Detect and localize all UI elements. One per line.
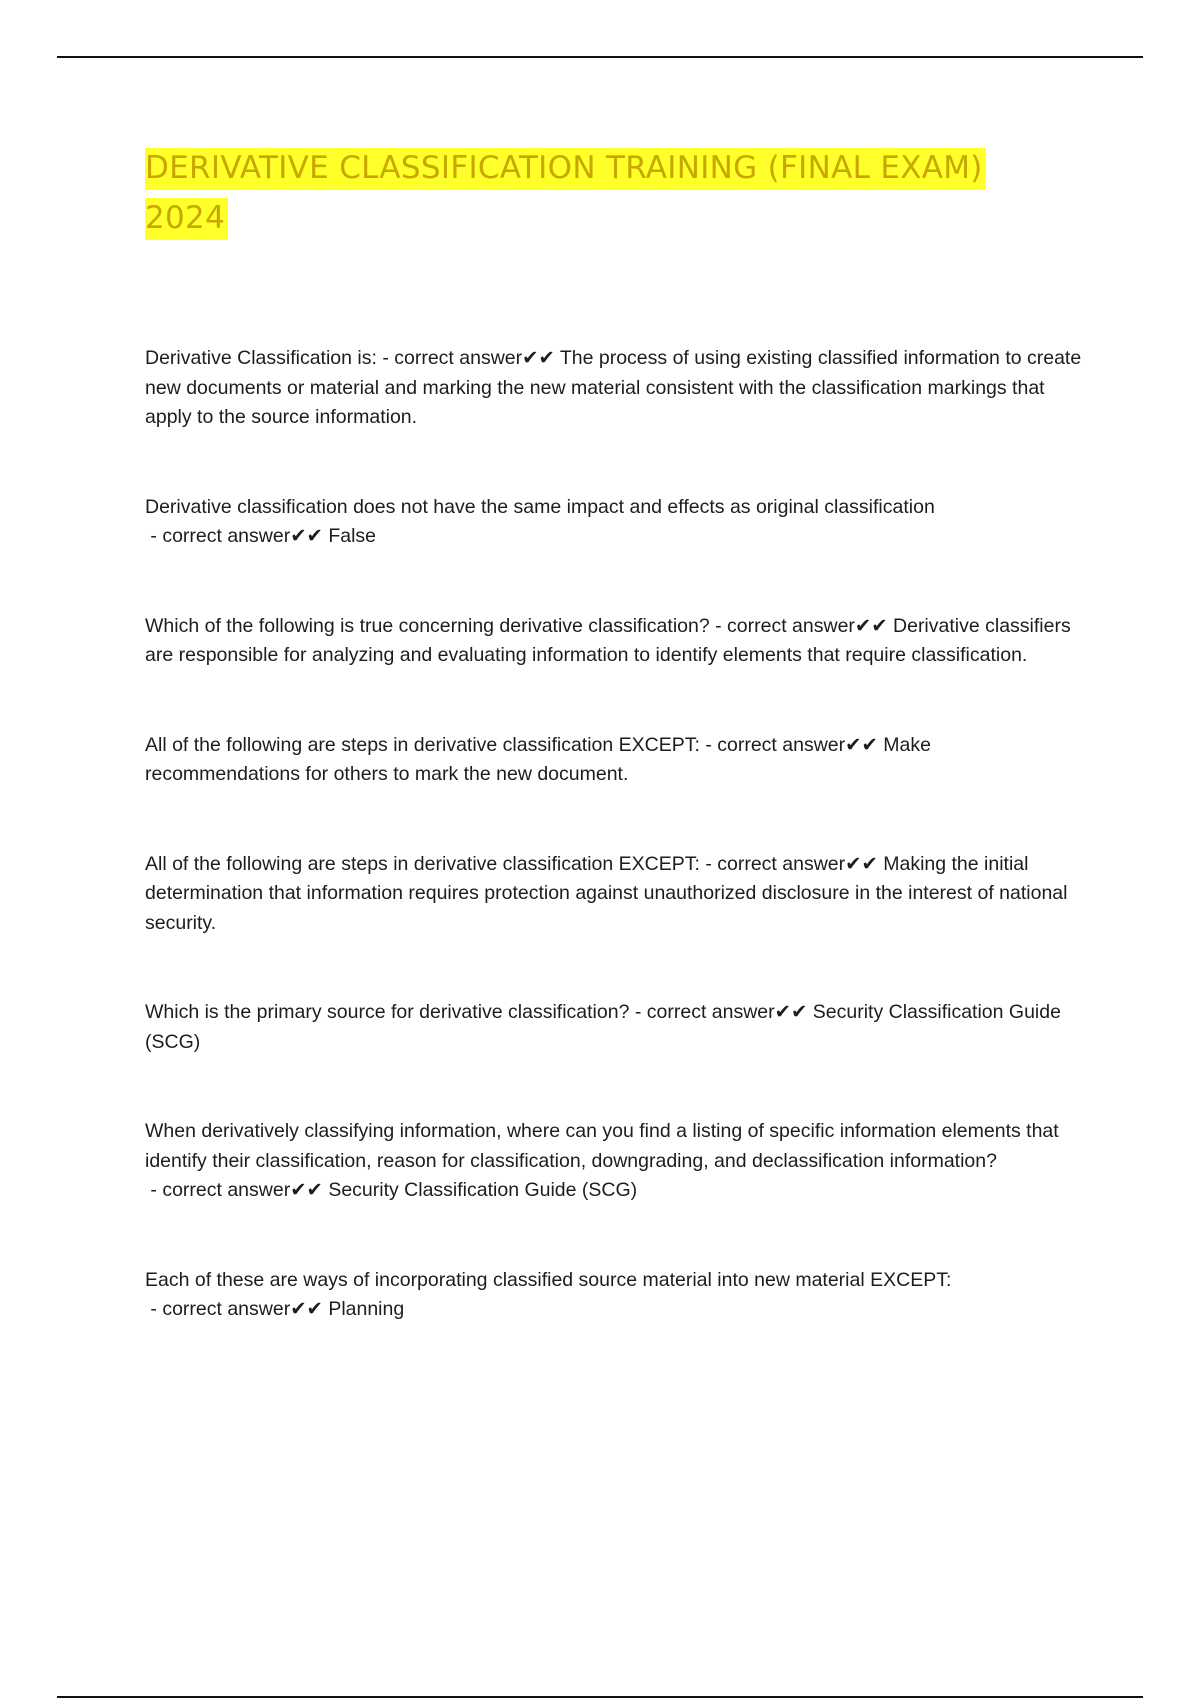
qa-item-1	[145, 344, 1090, 433]
answer-marker: - correct answer✔✔	[709, 614, 894, 637]
question-text: Which of the following is true concerning derivative classification?	[145, 614, 710, 637]
answer-text: False	[328, 525, 376, 547]
answer-marker: - correct answer✔✔	[145, 525, 329, 547]
answer-text: Make recommendations for others to mark the new document.	[145, 733, 931, 785]
answer-text: Security Classification Guide (SCG)	[145, 1001, 1061, 1053]
question-text: Which is the primary source for derivative classification?	[145, 1001, 630, 1023]
page-top-rule	[57, 56, 1143, 58]
question-text: All of the following are steps in derivative classification EXCEPT:	[145, 733, 700, 756]
answer-text: Making the initial determination that information requires protection against unauthorized disclosure in the interest of national security.	[145, 852, 1068, 934]
answer-marker: - correct answer✔✔	[699, 733, 884, 756]
document-title	[145, 143, 1045, 243]
qa-item-7	[145, 1117, 1090, 1206]
question-text: When derivatively classifying information, where can you find a listing of specific information elements that identify their classification, reason for classification, downgrading, and declassification information?	[145, 1120, 1059, 1172]
answer-text: Derivative classifiers are responsible for analyzing and evaluating information to identify elements that require classification.	[145, 614, 1071, 666]
qa-list	[145, 344, 1090, 1385]
answer-marker: - correct answer✔✔	[145, 1179, 329, 1201]
question-text: Each of these are ways of incorporating classified source material into new material EXCEPT:	[145, 1268, 952, 1291]
qa-item-2	[145, 493, 1090, 552]
title-highlight: DERIVATIVE CLASSIFICATION TRAINING (FINAL EXAM) 2024	[145, 148, 986, 240]
answer-text: Planning	[328, 1298, 405, 1320]
answer-marker: - correct answer✔✔	[699, 852, 884, 875]
question-text: All of the following are steps in derivative classification EXCEPT:	[145, 852, 700, 875]
qa-item-6	[145, 998, 1090, 1057]
answer-marker: - correct answer✔✔	[145, 1298, 329, 1320]
qa-item-3	[145, 612, 1090, 671]
question-text: Derivative Classification is:	[145, 347, 377, 369]
page-bottom-rule	[57, 1696, 1143, 1698]
answer-marker: - correct answer✔✔	[376, 347, 560, 369]
answer-text: The process of using existing classified information to create new documents or material and marking the new material consistent with the classification markings that apply to the source information.	[145, 347, 1082, 428]
qa-item-4	[145, 731, 1090, 790]
qa-item-5	[145, 850, 1090, 939]
answer-marker: - correct answer✔✔	[629, 1001, 813, 1023]
answer-text: Security Classification Guide (SCG)	[328, 1179, 638, 1201]
question-text: Derivative classification does not have the same impact and effects as original classification	[145, 495, 935, 518]
qa-item-8	[145, 1266, 1090, 1325]
